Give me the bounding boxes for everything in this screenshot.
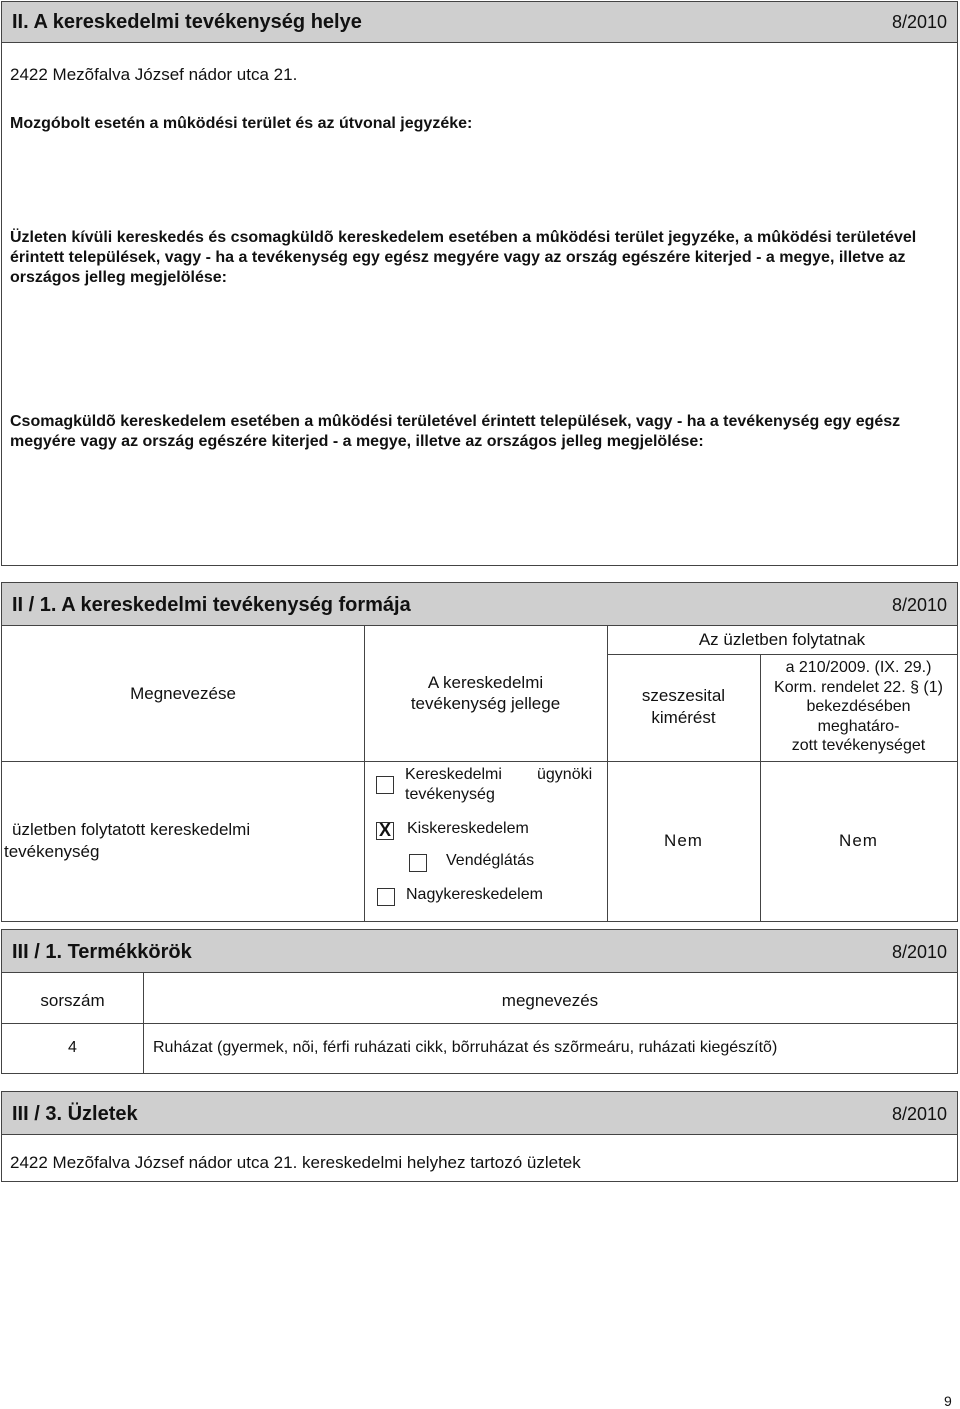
- option-catering-checkbox[interactable]: [409, 854, 427, 872]
- stores-box: [1, 1134, 958, 1182]
- col-alcohol-header-line2: kimérést: [651, 708, 716, 727]
- section-2-code: 8/2010: [891, 12, 947, 32]
- col-type-header-line1: A kereskedelmi: [427, 673, 544, 692]
- section-3-3-title: III / 3. Üzletek: [12, 1103, 138, 1125]
- option-catering-label: Vendéglátás: [446, 852, 535, 869]
- activity-form-table: [1, 625, 958, 922]
- address-text: 2422 Mezõfalva József nádor utca 21.: [10, 65, 298, 84]
- option-agent-label-line1b: ügynöki: [537, 766, 593, 783]
- section-3-3-header: [1, 1091, 958, 1135]
- col-name-header: Megnevezése: [130, 684, 236, 703]
- section-3-1-header: [1, 929, 958, 973]
- section-2-1-header: [1, 582, 958, 626]
- section-2-header: [1, 1, 958, 43]
- option-agent-label-line1: Kereskedelmi: [405, 766, 502, 783]
- stores-text: 2422 Mezõfalva József nádor utca 21. kereskedelmi helyhez tartozó üzletek: [10, 1153, 581, 1172]
- section-3-1-code: 8/2010: [891, 942, 947, 962]
- option-retail-label: Kiskereskedelem: [407, 820, 529, 837]
- mobile-store-label: Mozgóbolt esetén a mûködési terület és az útvonal jegyzéke:: [10, 115, 473, 132]
- page-number: 9: [944, 1393, 952, 1409]
- option-wholesale-checkbox[interactable]: [377, 888, 395, 906]
- col-type-header-line2: tevékenység jellege: [410, 694, 561, 713]
- mail-order-label: Csomagküldõ kereskedelem esetében a mûködési területével érintett települések, vagy - ha a tevékenység egy egész megyére vagy az ország egészére kiterjed - a megye, illetve az országos jelleg megjelölése:: [10, 413, 901, 450]
- option-wholesale-label: Nagykereskedelem: [406, 886, 543, 903]
- option-agent-checkbox[interactable]: [376, 776, 394, 794]
- row-name-line2: tevékenység: [4, 842, 100, 861]
- row-name-line1: üzletben folytatott kereskedelmi: [12, 820, 251, 839]
- row-product-name: Ruházat (gyermek, nõi, férfi ruházati cikk, bõrruházat és szõrmeáru, ruházati kiegészítõ): [153, 1039, 778, 1056]
- col-decree-header-line3: bekezdésében: [806, 698, 911, 715]
- decree-value: Nem: [839, 831, 878, 850]
- col-decree-header-line2: Korm. rendelet 22. § (1): [774, 679, 943, 696]
- row-number: 4: [68, 1039, 77, 1056]
- col-product-header: megnevezés: [501, 991, 599, 1010]
- section-2-1-title: II / 1. A kereskedelmi tevékenység formája: [12, 594, 411, 616]
- col-decree-header-line1: a 210/2009. (IX. 29.): [785, 659, 932, 676]
- col-number-header: sorszám: [40, 991, 105, 1010]
- option-agent-label-line2: tevékenység: [405, 786, 495, 803]
- section-3-3-code: 8/2010: [891, 1104, 947, 1124]
- section-2-title: II. A kereskedelmi tevékenység helye: [12, 11, 362, 33]
- col-decree-header-line4: meghatáro-: [817, 718, 900, 735]
- col-alcohol-header-line1: szeszesital: [641, 686, 726, 705]
- alcohol-value: Nem: [664, 831, 703, 850]
- group-header: Az üzletben folytatnak: [698, 630, 866, 649]
- col-decree-header-line5: zott tevékenységet: [791, 737, 926, 754]
- section-2-body: [1, 42, 958, 566]
- product-groups-table: [1, 972, 958, 1074]
- option-retail-checkbox[interactable]: X: [376, 822, 394, 840]
- section-2-1-code: 8/2010: [891, 595, 947, 615]
- outside-store-label: Üzleten kívüli kereskedés és csomagküldõ kereskedelem esetében a mûködési terület jegyzéke, a mûködési területével érintett települések, vagy - ha a tevékenység egy egész megyére vagy az ország egészére kiterjed - a megye, illetve az országos jelleg megjelölése:: [10, 229, 917, 286]
- section-3-1-title: III / 1. Termékkörök: [12, 941, 192, 963]
